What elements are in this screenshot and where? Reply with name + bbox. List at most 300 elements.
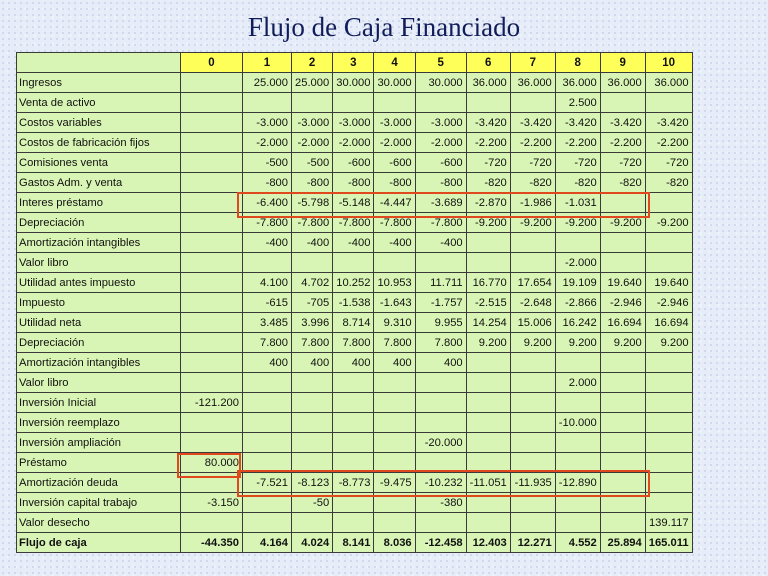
row-label: Depreciación bbox=[17, 213, 181, 233]
row-label: Valor libro bbox=[17, 253, 181, 273]
value-cell: 10.953 bbox=[374, 273, 415, 293]
value-cell: 25.000 bbox=[243, 73, 292, 93]
value-cell: -7.800 bbox=[243, 213, 292, 233]
value-cell bbox=[292, 453, 333, 473]
row-label: Interes préstamo bbox=[17, 193, 181, 213]
row-label: Impuesto bbox=[17, 293, 181, 313]
value-cell bbox=[466, 493, 510, 513]
value-cell bbox=[415, 373, 466, 393]
row-label: Ingresos bbox=[17, 73, 181, 93]
value-cell: -380 bbox=[415, 493, 466, 513]
value-cell bbox=[292, 413, 333, 433]
value-cell bbox=[510, 353, 555, 373]
value-cell bbox=[645, 413, 692, 433]
value-cell bbox=[555, 493, 600, 513]
value-cell bbox=[600, 473, 645, 493]
value-cell: 400 bbox=[333, 353, 374, 373]
value-cell bbox=[600, 413, 645, 433]
value-cell: 19.640 bbox=[645, 273, 692, 293]
value-cell: -2.946 bbox=[600, 293, 645, 313]
value-cell bbox=[374, 433, 415, 453]
row-label: Amortización deuda bbox=[17, 473, 181, 493]
value-cell: 4.164 bbox=[243, 533, 292, 553]
value-cell: 12.403 bbox=[466, 533, 510, 553]
value-cell bbox=[292, 433, 333, 453]
value-cell: 400 bbox=[243, 353, 292, 373]
value-cell: -9.200 bbox=[645, 213, 692, 233]
value-cell: 25.000 bbox=[292, 73, 333, 93]
value-cell bbox=[181, 213, 243, 233]
header-period-6: 6 bbox=[466, 53, 510, 73]
value-cell: -2.200 bbox=[466, 133, 510, 153]
value-cell: -820 bbox=[600, 173, 645, 193]
table-row bbox=[17, 153, 693, 173]
total-row bbox=[17, 533, 693, 553]
value-cell: -720 bbox=[466, 153, 510, 173]
value-cell: 139.117 bbox=[645, 513, 692, 533]
row-label: Gastos Adm. y venta bbox=[17, 173, 181, 193]
value-cell: -2.000 bbox=[555, 253, 600, 273]
value-cell bbox=[374, 253, 415, 273]
value-cell: 36.000 bbox=[466, 73, 510, 93]
value-cell bbox=[510, 513, 555, 533]
value-cell: -2.000 bbox=[292, 133, 333, 153]
header-period-10: 10 bbox=[645, 53, 692, 73]
value-cell: -400 bbox=[374, 233, 415, 253]
row-label: Amortización intangibles bbox=[17, 353, 181, 373]
value-cell bbox=[645, 93, 692, 113]
value-cell: -9.200 bbox=[466, 213, 510, 233]
table-row bbox=[17, 493, 693, 513]
value-cell: -820 bbox=[645, 173, 692, 193]
table-row bbox=[17, 213, 693, 233]
value-cell: -2.000 bbox=[333, 133, 374, 153]
value-cell: 17.654 bbox=[510, 273, 555, 293]
value-cell bbox=[645, 473, 692, 493]
value-cell: -800 bbox=[292, 173, 333, 193]
value-cell bbox=[243, 253, 292, 273]
value-cell: 16.770 bbox=[466, 273, 510, 293]
value-cell: -50 bbox=[292, 493, 333, 513]
value-cell: -7.800 bbox=[333, 213, 374, 233]
value-cell bbox=[181, 113, 243, 133]
value-cell bbox=[645, 253, 692, 273]
value-cell: -615 bbox=[243, 293, 292, 313]
value-cell bbox=[333, 433, 374, 453]
value-cell bbox=[415, 413, 466, 433]
value-cell: -2.866 bbox=[555, 293, 600, 313]
row-label: Comisiones venta bbox=[17, 153, 181, 173]
value-cell: 8.036 bbox=[374, 533, 415, 553]
value-cell bbox=[645, 373, 692, 393]
row-label: Utilidad antes impuesto bbox=[17, 273, 181, 293]
value-cell: -7.521 bbox=[243, 473, 292, 493]
value-cell bbox=[510, 253, 555, 273]
value-cell bbox=[510, 393, 555, 413]
header-period-9: 9 bbox=[600, 53, 645, 73]
header-period-3: 3 bbox=[333, 53, 374, 73]
value-cell: -3.000 bbox=[374, 113, 415, 133]
value-cell bbox=[645, 493, 692, 513]
value-cell bbox=[181, 433, 243, 453]
header-period-2: 2 bbox=[292, 53, 333, 73]
table-row bbox=[17, 513, 693, 533]
value-cell: 14.254 bbox=[466, 313, 510, 333]
value-cell bbox=[600, 513, 645, 533]
value-cell bbox=[466, 393, 510, 413]
value-cell bbox=[374, 493, 415, 513]
value-cell: 8.714 bbox=[333, 313, 374, 333]
value-cell: -2.870 bbox=[466, 193, 510, 213]
value-cell: -800 bbox=[333, 173, 374, 193]
value-cell bbox=[510, 413, 555, 433]
value-cell: -2.200 bbox=[600, 133, 645, 153]
value-cell: 7.800 bbox=[292, 333, 333, 353]
value-cell bbox=[510, 493, 555, 513]
value-cell: -3.689 bbox=[415, 193, 466, 213]
value-cell: 3.996 bbox=[292, 313, 333, 333]
table-row bbox=[17, 373, 693, 393]
row-label: Costos variables bbox=[17, 113, 181, 133]
value-cell: -600 bbox=[333, 153, 374, 173]
value-cell: -1.031 bbox=[555, 193, 600, 213]
value-cell bbox=[181, 233, 243, 253]
value-cell bbox=[645, 193, 692, 213]
row-label: Venta de activo bbox=[17, 93, 181, 113]
value-cell bbox=[466, 453, 510, 473]
value-cell bbox=[333, 453, 374, 473]
header-row bbox=[17, 53, 693, 73]
value-cell bbox=[243, 413, 292, 433]
table-row bbox=[17, 233, 693, 253]
value-cell bbox=[466, 353, 510, 373]
row-label: Valor desecho bbox=[17, 513, 181, 533]
value-cell bbox=[374, 93, 415, 113]
value-cell: -3.420 bbox=[510, 113, 555, 133]
value-cell: 19.109 bbox=[555, 273, 600, 293]
value-cell bbox=[333, 93, 374, 113]
value-cell: -800 bbox=[243, 173, 292, 193]
value-cell: -121.200 bbox=[181, 393, 243, 413]
table-row bbox=[17, 293, 693, 313]
value-cell: -8.123 bbox=[292, 473, 333, 493]
value-cell bbox=[600, 433, 645, 453]
value-cell: -2.200 bbox=[645, 133, 692, 153]
value-cell bbox=[181, 73, 243, 93]
value-cell bbox=[181, 373, 243, 393]
value-cell: 12.271 bbox=[510, 533, 555, 553]
row-label: Flujo de caja bbox=[17, 533, 181, 553]
value-cell: -3.420 bbox=[466, 113, 510, 133]
value-cell bbox=[292, 93, 333, 113]
table-row bbox=[17, 333, 693, 353]
row-label: Amortización intangibles bbox=[17, 233, 181, 253]
value-cell: -9.200 bbox=[600, 213, 645, 233]
header-corner bbox=[17, 53, 181, 73]
value-cell: -2.946 bbox=[645, 293, 692, 313]
value-cell: -2.515 bbox=[466, 293, 510, 313]
value-cell bbox=[555, 233, 600, 253]
value-cell: -3.000 bbox=[292, 113, 333, 133]
value-cell: 9.955 bbox=[415, 313, 466, 333]
value-cell: -600 bbox=[415, 153, 466, 173]
table-row bbox=[17, 193, 693, 213]
value-cell bbox=[243, 373, 292, 393]
value-cell: -400 bbox=[292, 233, 333, 253]
table-row bbox=[17, 173, 693, 193]
value-cell: -3.420 bbox=[600, 113, 645, 133]
row-label: Inversión reemplazo bbox=[17, 413, 181, 433]
value-cell: -720 bbox=[555, 153, 600, 173]
value-cell: -3.000 bbox=[243, 113, 292, 133]
value-cell bbox=[333, 373, 374, 393]
value-cell bbox=[415, 393, 466, 413]
value-cell: -7.800 bbox=[292, 213, 333, 233]
table-row bbox=[17, 393, 693, 413]
value-cell: -500 bbox=[292, 153, 333, 173]
value-cell: -820 bbox=[466, 173, 510, 193]
value-cell bbox=[181, 473, 243, 493]
value-cell bbox=[415, 513, 466, 533]
value-cell: -11.935 bbox=[510, 473, 555, 493]
value-cell bbox=[292, 393, 333, 413]
value-cell: 11.711 bbox=[415, 273, 466, 293]
value-cell: 25.894 bbox=[600, 533, 645, 553]
value-cell: -1.757 bbox=[415, 293, 466, 313]
value-cell: 7.800 bbox=[243, 333, 292, 353]
row-label: Inversión Inicial bbox=[17, 393, 181, 413]
value-cell: -12.890 bbox=[555, 473, 600, 493]
value-cell: -9.200 bbox=[555, 213, 600, 233]
value-cell bbox=[333, 393, 374, 413]
value-cell: 4.024 bbox=[292, 533, 333, 553]
value-cell: -720 bbox=[645, 153, 692, 173]
value-cell bbox=[600, 233, 645, 253]
value-cell bbox=[466, 373, 510, 393]
value-cell: -4.447 bbox=[374, 193, 415, 213]
value-cell: -7.800 bbox=[415, 213, 466, 233]
value-cell bbox=[510, 373, 555, 393]
value-cell: -800 bbox=[374, 173, 415, 193]
header-period-5: 5 bbox=[415, 53, 466, 73]
value-cell: 4.552 bbox=[555, 533, 600, 553]
table-row bbox=[17, 253, 693, 273]
value-cell bbox=[600, 93, 645, 113]
value-cell: -1.986 bbox=[510, 193, 555, 213]
value-cell: 9.310 bbox=[374, 313, 415, 333]
row-label: Préstamo bbox=[17, 453, 181, 473]
value-cell bbox=[181, 513, 243, 533]
value-cell: -400 bbox=[333, 233, 374, 253]
value-cell: 36.000 bbox=[555, 73, 600, 93]
row-label: Utilidad neta bbox=[17, 313, 181, 333]
value-cell: 30.000 bbox=[415, 73, 466, 93]
value-cell bbox=[555, 393, 600, 413]
value-cell: -12.458 bbox=[415, 533, 466, 553]
value-cell: 165.011 bbox=[645, 533, 692, 553]
value-cell bbox=[333, 513, 374, 533]
value-cell bbox=[600, 393, 645, 413]
value-cell bbox=[181, 413, 243, 433]
value-cell bbox=[333, 493, 374, 513]
value-cell: -720 bbox=[600, 153, 645, 173]
table-row bbox=[17, 413, 693, 433]
value-cell bbox=[181, 353, 243, 373]
value-cell bbox=[600, 353, 645, 373]
value-cell: 36.000 bbox=[510, 73, 555, 93]
value-cell bbox=[510, 93, 555, 113]
value-cell: -400 bbox=[415, 233, 466, 253]
value-cell bbox=[243, 513, 292, 533]
value-cell: 4.702 bbox=[292, 273, 333, 293]
value-cell bbox=[181, 313, 243, 333]
value-cell: 9.200 bbox=[466, 333, 510, 353]
value-cell: -7.800 bbox=[374, 213, 415, 233]
value-cell: -44.350 bbox=[181, 533, 243, 553]
value-cell bbox=[645, 393, 692, 413]
value-cell: 15.006 bbox=[510, 313, 555, 333]
value-cell bbox=[374, 453, 415, 473]
value-cell bbox=[333, 413, 374, 433]
header-period-1: 1 bbox=[243, 53, 292, 73]
value-cell bbox=[466, 513, 510, 533]
value-cell: 9.200 bbox=[510, 333, 555, 353]
value-cell: -2.000 bbox=[243, 133, 292, 153]
value-cell bbox=[243, 453, 292, 473]
value-cell: -2.000 bbox=[374, 133, 415, 153]
value-cell: 9.200 bbox=[555, 333, 600, 353]
value-cell: 4.100 bbox=[243, 273, 292, 293]
value-cell: -10.000 bbox=[555, 413, 600, 433]
cash-flow-table bbox=[16, 52, 693, 553]
value-cell: 36.000 bbox=[645, 73, 692, 93]
value-cell bbox=[181, 333, 243, 353]
value-cell bbox=[181, 253, 243, 273]
value-cell: -2.000 bbox=[415, 133, 466, 153]
value-cell bbox=[600, 453, 645, 473]
value-cell bbox=[292, 513, 333, 533]
value-cell: 7.800 bbox=[415, 333, 466, 353]
value-cell: 16.242 bbox=[555, 313, 600, 333]
value-cell: -820 bbox=[510, 173, 555, 193]
header-period-4: 4 bbox=[374, 53, 415, 73]
value-cell: 16.694 bbox=[645, 313, 692, 333]
value-cell: -9.475 bbox=[374, 473, 415, 493]
value-cell: -705 bbox=[292, 293, 333, 313]
value-cell bbox=[555, 353, 600, 373]
row-label: Costos de fabricación fijos bbox=[17, 133, 181, 153]
value-cell: -2.200 bbox=[510, 133, 555, 153]
value-cell: -2.200 bbox=[555, 133, 600, 153]
value-cell bbox=[292, 253, 333, 273]
value-cell bbox=[466, 433, 510, 453]
value-cell: -1.538 bbox=[333, 293, 374, 313]
value-cell: -820 bbox=[555, 173, 600, 193]
value-cell bbox=[181, 93, 243, 113]
value-cell: 9.200 bbox=[600, 333, 645, 353]
value-cell bbox=[374, 393, 415, 413]
value-cell bbox=[243, 433, 292, 453]
value-cell bbox=[374, 413, 415, 433]
value-cell bbox=[374, 373, 415, 393]
value-cell: -400 bbox=[243, 233, 292, 253]
table-row bbox=[17, 93, 693, 113]
value-cell: 9.200 bbox=[645, 333, 692, 353]
value-cell: 7.800 bbox=[333, 333, 374, 353]
value-cell bbox=[181, 133, 243, 153]
value-cell bbox=[415, 93, 466, 113]
value-cell: 400 bbox=[292, 353, 333, 373]
value-cell: -800 bbox=[415, 173, 466, 193]
value-cell: -2.648 bbox=[510, 293, 555, 313]
value-cell bbox=[645, 353, 692, 373]
value-cell bbox=[600, 193, 645, 213]
page-title: Flujo de Caja Financiado bbox=[247, 12, 521, 42]
row-label: Valor libro bbox=[17, 373, 181, 393]
value-cell bbox=[243, 393, 292, 413]
value-cell: -3.420 bbox=[645, 113, 692, 133]
value-cell: -6.400 bbox=[243, 193, 292, 213]
row-label: Depreciación bbox=[17, 333, 181, 353]
value-cell: -3.000 bbox=[415, 113, 466, 133]
value-cell bbox=[333, 253, 374, 273]
value-cell: -10.232 bbox=[415, 473, 466, 493]
value-cell bbox=[466, 413, 510, 433]
header-period-8: 8 bbox=[555, 53, 600, 73]
value-cell: -5.798 bbox=[292, 193, 333, 213]
value-cell: -3.000 bbox=[333, 113, 374, 133]
value-cell bbox=[600, 373, 645, 393]
value-cell: -8.773 bbox=[333, 473, 374, 493]
value-cell: 36.000 bbox=[600, 73, 645, 93]
value-cell: 10.252 bbox=[333, 273, 374, 293]
table-row bbox=[17, 313, 693, 333]
value-cell bbox=[466, 233, 510, 253]
value-cell bbox=[292, 373, 333, 393]
value-cell: 30.000 bbox=[333, 73, 374, 93]
value-cell: -20.000 bbox=[415, 433, 466, 453]
table-row bbox=[17, 453, 693, 473]
value-cell bbox=[243, 93, 292, 113]
table-row bbox=[17, 433, 693, 453]
table-row bbox=[17, 113, 693, 133]
value-cell: -3.150 bbox=[181, 493, 243, 513]
value-cell bbox=[415, 453, 466, 473]
value-cell bbox=[645, 433, 692, 453]
value-cell bbox=[555, 433, 600, 453]
value-cell bbox=[181, 193, 243, 213]
table-row bbox=[17, 353, 693, 373]
value-cell: 400 bbox=[415, 353, 466, 373]
value-cell bbox=[466, 253, 510, 273]
value-cell bbox=[243, 493, 292, 513]
value-cell bbox=[555, 453, 600, 473]
value-cell: -1.643 bbox=[374, 293, 415, 313]
table-row bbox=[17, 273, 693, 293]
value-cell bbox=[510, 453, 555, 473]
table-row bbox=[17, 473, 693, 493]
value-cell: 2.500 bbox=[555, 93, 600, 113]
value-cell: 16.694 bbox=[600, 313, 645, 333]
value-cell bbox=[645, 453, 692, 473]
value-cell bbox=[181, 273, 243, 293]
value-cell: 400 bbox=[374, 353, 415, 373]
value-cell bbox=[415, 253, 466, 273]
value-cell bbox=[181, 293, 243, 313]
value-cell: 7.800 bbox=[374, 333, 415, 353]
value-cell: -9.200 bbox=[510, 213, 555, 233]
value-cell bbox=[600, 253, 645, 273]
